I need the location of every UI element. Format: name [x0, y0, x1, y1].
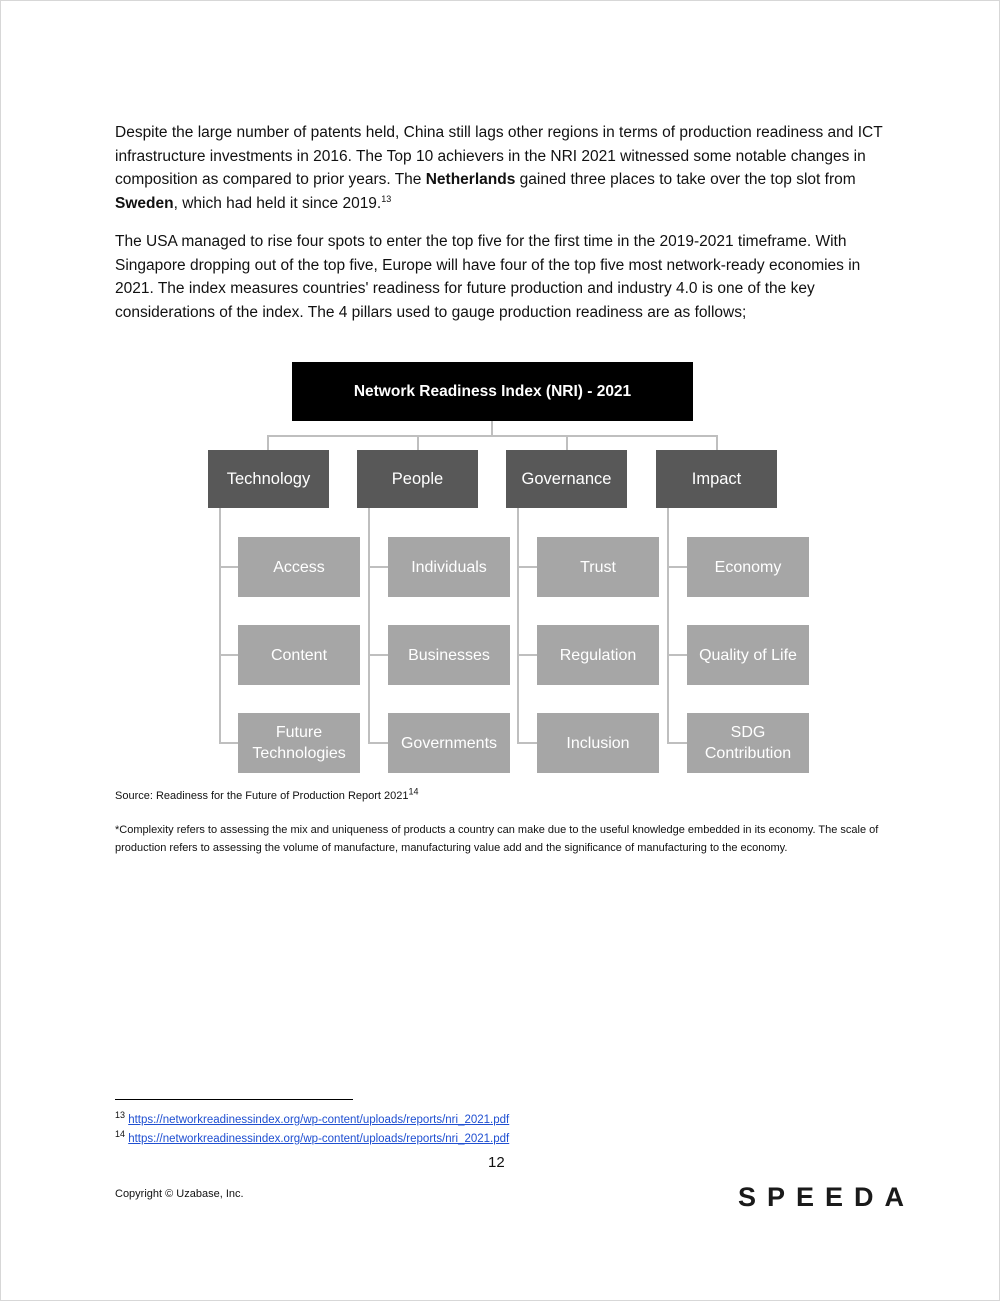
speeda-logo: SPEEDA [738, 1182, 916, 1212]
paragraph-usa: The USA managed to rise four spots to enter the top five for the first time in the 2019-2021 timeframe. With Singapore dropping out of the top five, Europe will have four of the top five most network-ready economies in 2021. The index measures countries' readiness for future production and industry 4.0 is one of the key considerations of the index. The 4 pillars used to gauge production readiness are as follows; [115, 233, 861, 321]
footnote-number: 13 [115, 1110, 126, 1121]
sub-quality-of-life: Quality of Life [687, 625, 809, 685]
sub-businesses: Businesses [388, 625, 510, 685]
footnote-number: 14 [115, 1129, 126, 1140]
sub-individuals: Individuals [388, 537, 510, 597]
pillar-technology: Technology [208, 450, 329, 508]
connector-line [667, 654, 687, 656]
sub-access: Access [238, 537, 360, 597]
sub-trust: Trust [537, 537, 659, 597]
connector-line [219, 654, 238, 656]
connector-line [219, 566, 238, 568]
connector-line [491, 421, 493, 436]
connector-line [219, 742, 238, 744]
connector-line [667, 742, 687, 744]
sub-regulation: Regulation [537, 625, 659, 685]
sub-economy: Economy [687, 537, 809, 597]
connector-line [368, 566, 388, 568]
footnote-ref-13[interactable]: 13 [381, 193, 392, 204]
page-number: 12 [488, 1154, 505, 1171]
sub-future-technologies: Future Technologies [238, 713, 360, 773]
source-caption [115, 786, 419, 802]
paragraph-text: , which had held it since 2019. [173, 194, 382, 212]
connector-line [517, 508, 519, 744]
footnote-link-13[interactable]: https://networkreadinessindex.org/wp-content/uploads/reports/nri_2021.pdf [128, 1114, 510, 1126]
connector-line [667, 566, 687, 568]
connector-line [716, 435, 718, 450]
connector-line [517, 742, 537, 744]
footnote-14 [115, 1129, 510, 1145]
bold-sweden: Sweden [115, 194, 174, 212]
bold-netherlands: Netherlands [425, 171, 516, 188]
footnote-link-14[interactable]: https://networkreadinessindex.org/wp-content/uploads/reports/nri_2021.pdf [128, 1133, 510, 1145]
footnote-divider [115, 1099, 353, 1100]
connector-line [368, 654, 388, 656]
source-text: Source: Readiness for the Future of Production Report 2021 [115, 790, 409, 802]
footnote-13 [115, 1110, 510, 1126]
paragraph-text: Despite the large number of patents held, China still lags other regions in terms of production readiness and ICT infrastructure investments in 2016. The Top 10 achievers in the NRI 2021 witnessed some notable changes in composition as compared to prior years. The [115, 124, 883, 188]
sub-governments: Governments [388, 713, 510, 773]
connector-line [517, 654, 537, 656]
connector-line [368, 742, 388, 744]
connector-line [267, 435, 269, 450]
complexity-note: *Complexity refers to assessing the mix and uniqueness of products a country can make due to the useful knowledge embedded in its economy. The scale of production refers to assessing the volume of manufacture, manufacturing value add and the significance of manufacturing to the economy. [115, 824, 879, 854]
footnote-ref-14[interactable]: 14 [408, 786, 419, 797]
paragraph-text: gained three places to take over the top slot from [515, 171, 856, 188]
paragraph-netherlands [115, 121, 885, 215]
connector-line [267, 435, 718, 437]
sub-inclusion: Inclusion [537, 713, 659, 773]
sub-sdg-contribution: SDG Contribution [687, 713, 809, 773]
connector-line [566, 435, 568, 450]
pillar-people: People [357, 450, 478, 508]
connector-line [417, 435, 419, 450]
pillar-governance: Governance [506, 450, 627, 508]
connector-line [219, 508, 221, 744]
connector-line [517, 566, 537, 568]
pillar-impact: Impact [656, 450, 777, 508]
sub-content: Content [238, 625, 360, 685]
diagram-title: Network Readiness Index (NRI) - 2021 [292, 362, 693, 421]
connector-line [368, 508, 370, 744]
copyright-text: Copyright © Uzabase, Inc. [115, 1188, 244, 1200]
connector-line [667, 508, 669, 744]
